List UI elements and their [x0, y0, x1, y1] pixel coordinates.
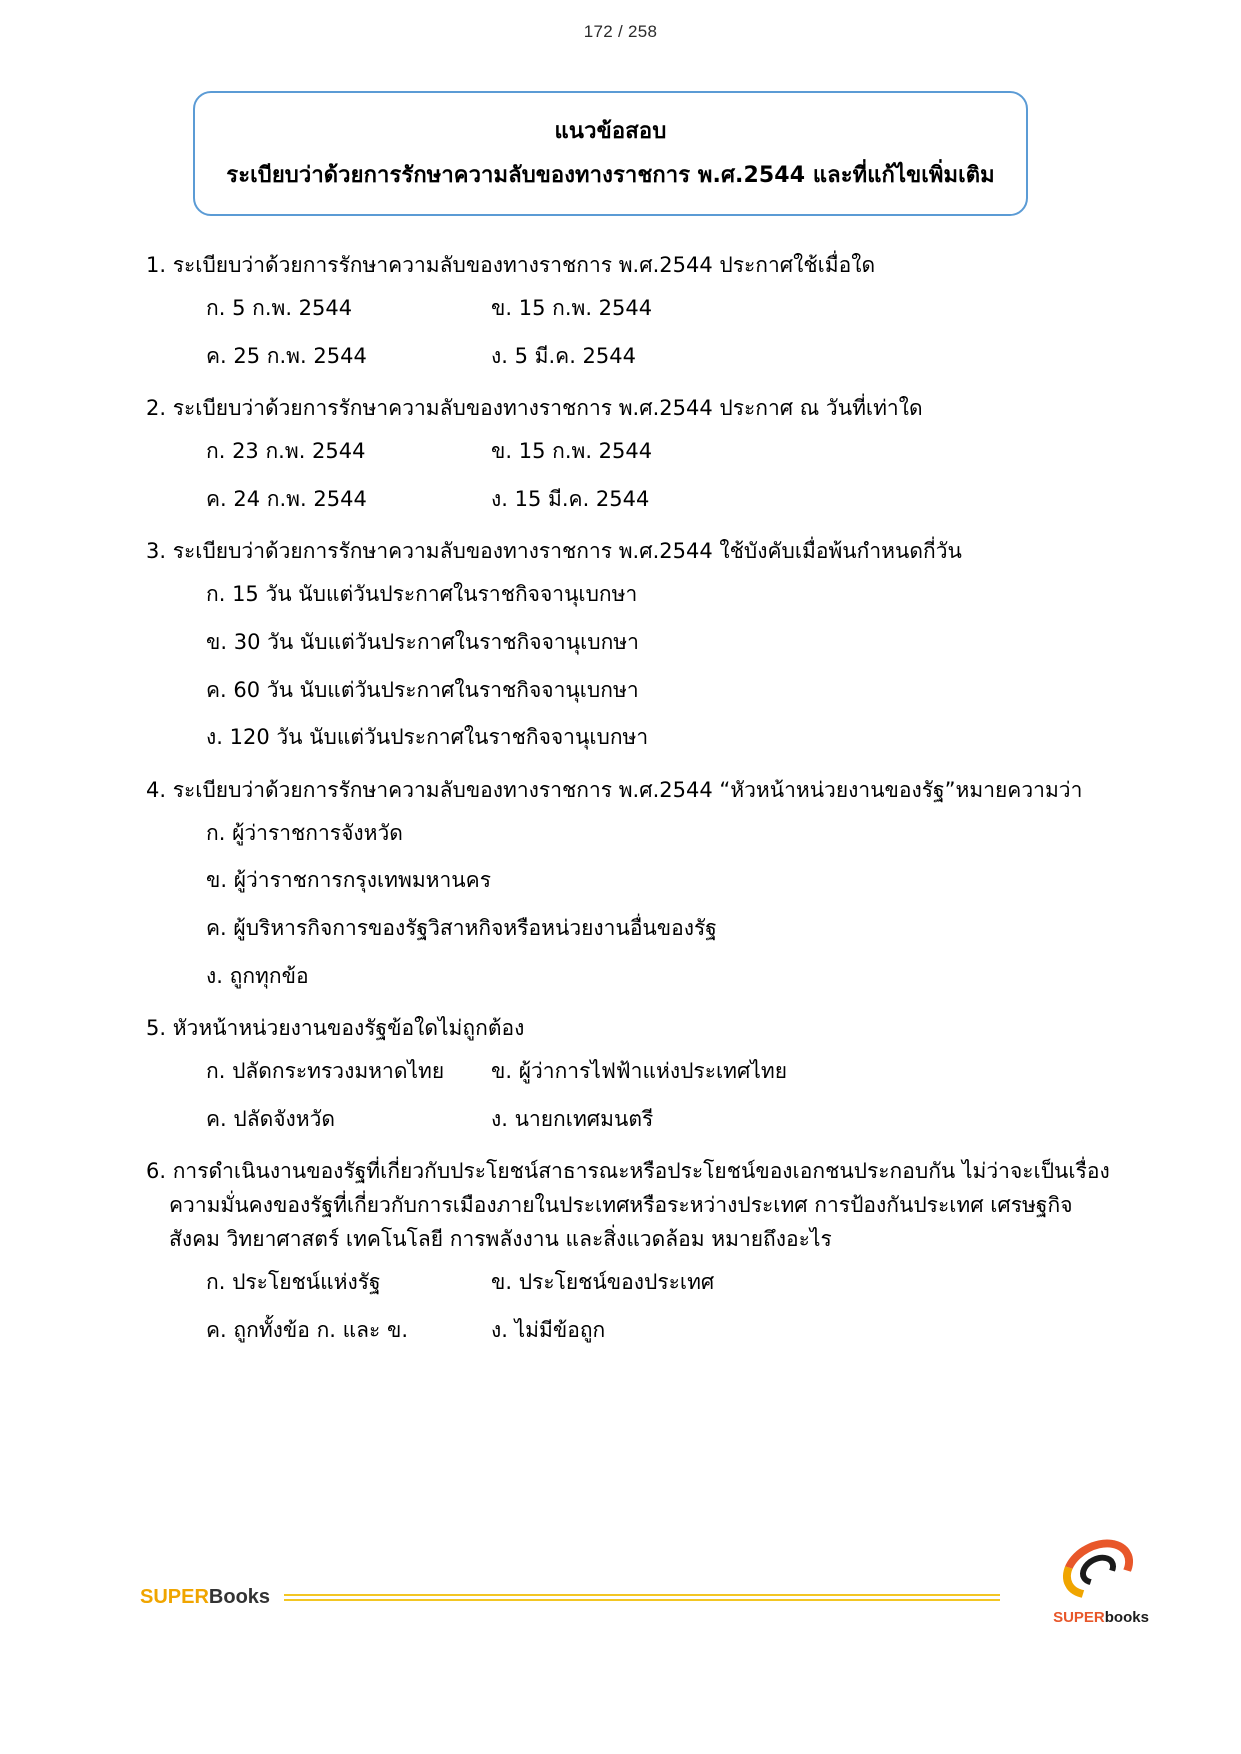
- question-3-options: [0, 568, 1241, 768]
- question-5-text: 5. หัวหน้าหน่วยงานของรัฐข้อใดไม่ถูกต้อง: [146, 1016, 525, 1041]
- option-d[interactable]: ง. 120 วัน นับแต่วันประกาศในราชกิจจานุเบกษา: [206, 725, 649, 750]
- questions-container: [0, 248, 1241, 1366]
- footer-brand-books: Books: [208, 1586, 271, 1608]
- option-b[interactable]: ข. 15 ก.พ. 2544: [491, 296, 653, 321]
- option-a[interactable]: ก. 23 ก.พ. 2544: [206, 439, 366, 464]
- question-6-text: [0, 1154, 1241, 1256]
- page-footer: [0, 1548, 1241, 1698]
- page-indicator: 172 / 258: [583, 22, 658, 41]
- option-row: [146, 1055, 1241, 1103]
- option-d[interactable]: ง. นายกเทศมนตรี: [491, 1106, 654, 1131]
- option-c[interactable]: ค. 24 ก.พ. 2544: [206, 486, 367, 511]
- exam-header-subtitle: ระเบียบว่าด้วยการรักษาความลับของทางราชการ พ.ศ.2544 และที่แก้ไขเพิ่มเติม: [226, 162, 995, 188]
- option-row: [146, 483, 1241, 531]
- option-c[interactable]: ค. ผู้บริหารกิจการของรัฐวิสาหกิจหรือหน่วยงานอื่นของรัฐ: [206, 916, 717, 940]
- option-c[interactable]: ค. 60 วัน นับแต่วันประกาศในราชกิจจานุเบกษา: [206, 677, 639, 702]
- question-6-line-3: สังคม วิทยาศาสตร์ เทคโนโลยี การพลังงาน และสิ่งแวดล้อม หมายถึงอะไร: [169, 1227, 832, 1252]
- question-4-options: [0, 807, 1241, 1007]
- question-3-text: 3. ระเบียบว่าด้วยการรักษาความลับของทางราชการ พ.ศ.2544 ใช้บังคับเมื่อพ้นกำหนดกี่วัน: [146, 539, 962, 564]
- exam-header-title: แนวข้อสอบ: [554, 119, 667, 144]
- exam-header-box: [193, 91, 1028, 216]
- option-row: [146, 292, 1241, 340]
- option-row: [146, 1314, 1241, 1362]
- logo-books-text: books: [1104, 1609, 1149, 1626]
- question-6-line-2: ความมั่นคงของรัฐที่เกี่ยวกับการเมืองภายในประเทศหรือระหว่างประเทศ การป้องกันประเทศ เศรษฐกิจ: [169, 1193, 1073, 1218]
- logo-wordmark: [1053, 1609, 1149, 1626]
- option-a[interactable]: ก. ผู้ว่าราชการจังหวัด: [206, 820, 403, 845]
- question-2: [0, 391, 1241, 530]
- option-c[interactable]: ค. 25 ก.พ. 2544: [206, 343, 367, 368]
- question-1-options: [0, 282, 1241, 387]
- option-d[interactable]: ง. 15 มี.ค. 2544: [491, 486, 650, 511]
- question-2-options: [0, 425, 1241, 530]
- option-b[interactable]: ข. 30 วัน นับแต่วันประกาศในราชกิจจานุเบกษา: [206, 630, 639, 655]
- footer-brand-rule: [140, 1586, 1000, 1609]
- option-a[interactable]: ก. ประโยชน์แห่งรัฐ: [206, 1270, 381, 1295]
- option-c[interactable]: ค. ปลัดจังหวัด: [206, 1106, 336, 1131]
- question-5: [0, 1011, 1241, 1150]
- footer-brand-super: SUPER: [140, 1586, 209, 1608]
- option-row: [146, 1103, 1241, 1151]
- option-a[interactable]: ก. 5 ก.พ. 2544: [206, 296, 353, 321]
- question-4-text: 4. ระเบียบว่าด้วยการรักษาความลับของทางราชการ พ.ศ.2544 “หัวหน้าหน่วยงานของรัฐ”หมายความว่า: [146, 777, 1083, 802]
- logo-super-text: SUPER: [1053, 1609, 1105, 1626]
- question-6: [0, 1154, 1241, 1361]
- question-5-options: [0, 1045, 1241, 1150]
- question-2-text: 2. ระเบียบว่าด้วยการรักษาความลับของทางราชการ พ.ศ.2544 ประกาศ ณ วันที่เท่าใด: [146, 396, 923, 421]
- question-6-line-1: 6. การดำเนินงานของรัฐที่เกี่ยวกับประโยชน์สาธารณะหรือประโยชน์ของเอกชนประกอบกัน ไม่ว่าจะเป็นเรื่อง: [146, 1159, 1110, 1184]
- option-b[interactable]: ข. ประโยชน์ของประเทศ: [491, 1270, 715, 1295]
- document-page: [0, 78, 1241, 1698]
- question-4: [0, 773, 1241, 1007]
- option-d[interactable]: ง. ถูกทุกข้อ: [206, 963, 309, 988]
- option-c[interactable]: ค. ถูกทั้งข้อ ก. และ ข.: [206, 1318, 409, 1343]
- question-6-options: [0, 1256, 1241, 1361]
- option-row: [146, 340, 1241, 388]
- superbooks-logo: [1053, 1542, 1149, 1626]
- footer-brand: [140, 1586, 270, 1609]
- option-a[interactable]: ก. 15 วัน นับแต่วันประกาศในราชกิจจานุเบกษา: [206, 582, 638, 607]
- footer-divider: [284, 1593, 1000, 1602]
- option-b[interactable]: ข. ผู้ว่าการไฟฟ้าแห่งประเทศไทย: [491, 1059, 788, 1084]
- option-b[interactable]: ข. ผู้ว่าราชการกรุงเทพมหานคร: [206, 868, 491, 893]
- question-1-text: 1. ระเบียบว่าด้วยการรักษาความลับของทางราชการ พ.ศ.2544 ประกาศใช้เมื่อใด: [146, 253, 876, 277]
- option-b[interactable]: ข. 15 ก.พ. 2544: [491, 439, 653, 464]
- option-d[interactable]: ง. ไม่มีข้อถูก: [491, 1318, 606, 1343]
- question-1: [0, 248, 1241, 387]
- option-row: [146, 1266, 1241, 1314]
- question-3: [0, 534, 1241, 768]
- option-d[interactable]: ง. 5 มี.ค. 2544: [491, 343, 637, 368]
- option-a[interactable]: ก. ปลัดกระทรวงมหาดไทย: [206, 1059, 445, 1084]
- option-row: [146, 435, 1241, 483]
